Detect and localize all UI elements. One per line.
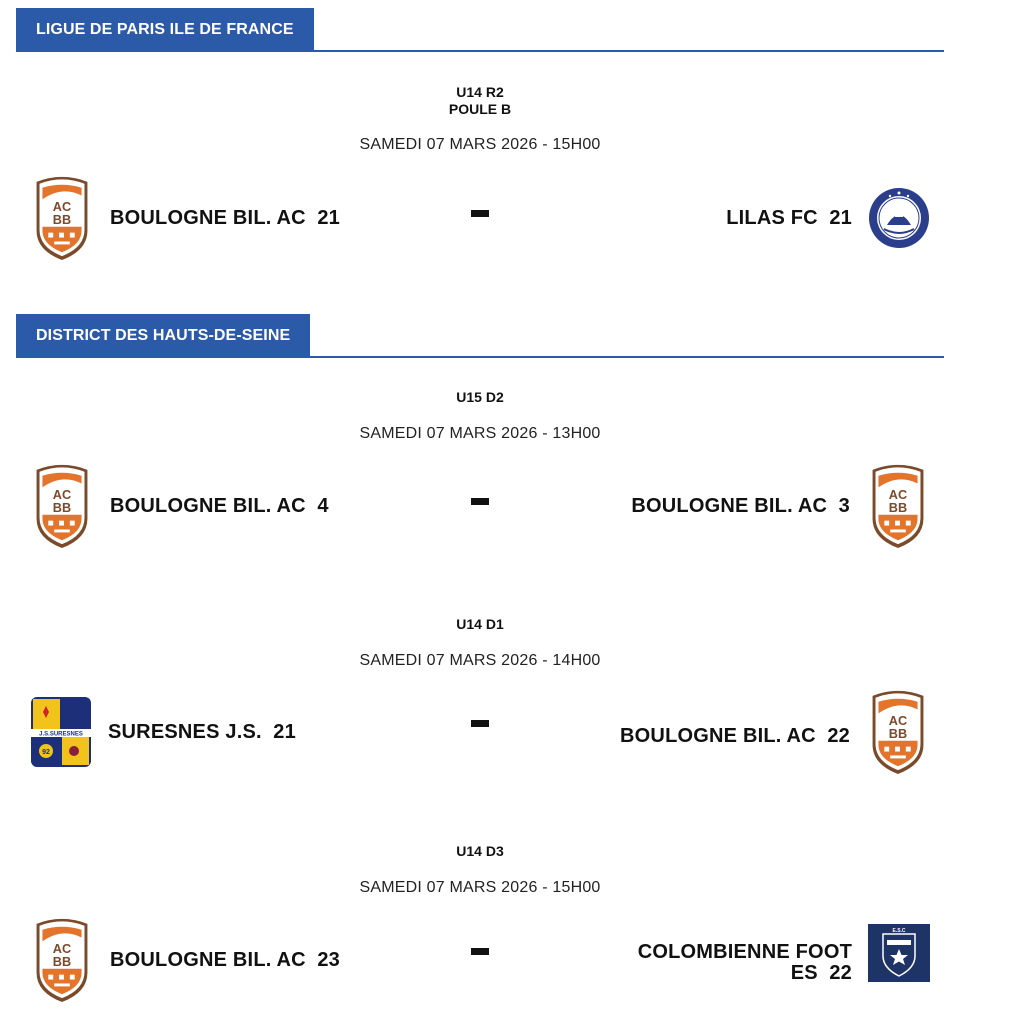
away-team-name: LILAS FC 21 xyxy=(726,206,852,229)
match-date: SAMEDI 07 MARS 2026 - 14H00 xyxy=(359,652,601,669)
away-score: 22 xyxy=(829,962,852,984)
match-row[interactable] xyxy=(0,172,960,264)
versus-dash xyxy=(471,720,489,727)
match-row[interactable] xyxy=(0,914,960,1006)
away-score: 3 xyxy=(838,494,850,517)
away-team-name: COLOMBIENNE FOOT ES 22 xyxy=(637,941,852,984)
section-title: DISTRICT DES HAUTS-DE-SEINE xyxy=(16,314,310,358)
competition-label xyxy=(0,843,960,860)
svg-text:92: 92 xyxy=(42,749,50,756)
acbb-crest-icon xyxy=(30,916,94,1004)
away-team[interactable] xyxy=(620,686,930,778)
versus-dash xyxy=(471,948,489,955)
versus-dash xyxy=(471,498,489,505)
competition-name: U15 D2 xyxy=(456,389,504,405)
home-team[interactable] xyxy=(30,686,296,778)
competition-label xyxy=(0,84,960,118)
home-team-name: BOULOGNE BIL. AC 21 xyxy=(110,206,340,229)
competition-name: U14 D3 xyxy=(456,843,504,859)
home-score: 4 xyxy=(317,494,329,517)
competition-name: U14 D1 xyxy=(456,616,504,632)
competition-group: POULE B xyxy=(448,101,512,117)
home-team[interactable] xyxy=(30,914,340,1006)
acbb-crest-icon xyxy=(866,688,930,776)
home-team-name: BOULOGNE BIL. AC 4 xyxy=(110,494,329,517)
competition-name: U14 R2 xyxy=(456,84,504,100)
acbb-crest-icon xyxy=(30,174,94,262)
home-score: 21 xyxy=(317,206,340,229)
home-team[interactable] xyxy=(30,172,340,264)
away-team[interactable] xyxy=(726,172,930,264)
acbb-crest-icon xyxy=(866,462,930,550)
competition-label xyxy=(0,616,960,633)
away-team-name: BOULOGNE BIL. AC 22 xyxy=(620,724,850,747)
svg-text:J.S.SURESNES: J.S.SURESNES xyxy=(39,731,83,738)
away-score: 21 xyxy=(829,206,852,229)
versus-dash xyxy=(471,210,489,217)
match-row[interactable] xyxy=(0,460,960,552)
section-header-district xyxy=(16,314,944,358)
section-title: LIGUE DE PARIS ILE DE FRANCE xyxy=(16,8,314,52)
colombienne-foot-crest-icon xyxy=(868,924,930,982)
away-team[interactable] xyxy=(631,460,930,552)
away-score: 22 xyxy=(827,724,850,747)
home-team-name: SURESNES J.S. 21 xyxy=(108,720,296,743)
home-score: 23 xyxy=(317,948,340,971)
svg-text:E.S.C: E.S.C xyxy=(892,928,906,934)
away-team-name: BOULOGNE BIL. AC 3 xyxy=(631,494,850,517)
away-team[interactable] xyxy=(638,914,930,1006)
suresnes-js-crest-icon xyxy=(30,696,92,768)
match-date: SAMEDI 07 MARS 2026 - 13H00 xyxy=(359,425,601,442)
acbb-crest-icon xyxy=(30,462,94,550)
lilas-fc-crest-icon xyxy=(868,187,930,249)
match-row[interactable] xyxy=(0,686,960,778)
match-date: SAMEDI 07 MARS 2026 - 15H00 xyxy=(359,136,601,153)
home-team[interactable] xyxy=(30,460,329,552)
match-date: SAMEDI 07 MARS 2026 - 15H00 xyxy=(359,879,601,896)
home-score: 21 xyxy=(273,720,296,743)
home-team-name: BOULOGNE BIL. AC 23 xyxy=(110,948,340,971)
section-header-ligue xyxy=(16,8,944,52)
competition-label xyxy=(0,389,960,406)
